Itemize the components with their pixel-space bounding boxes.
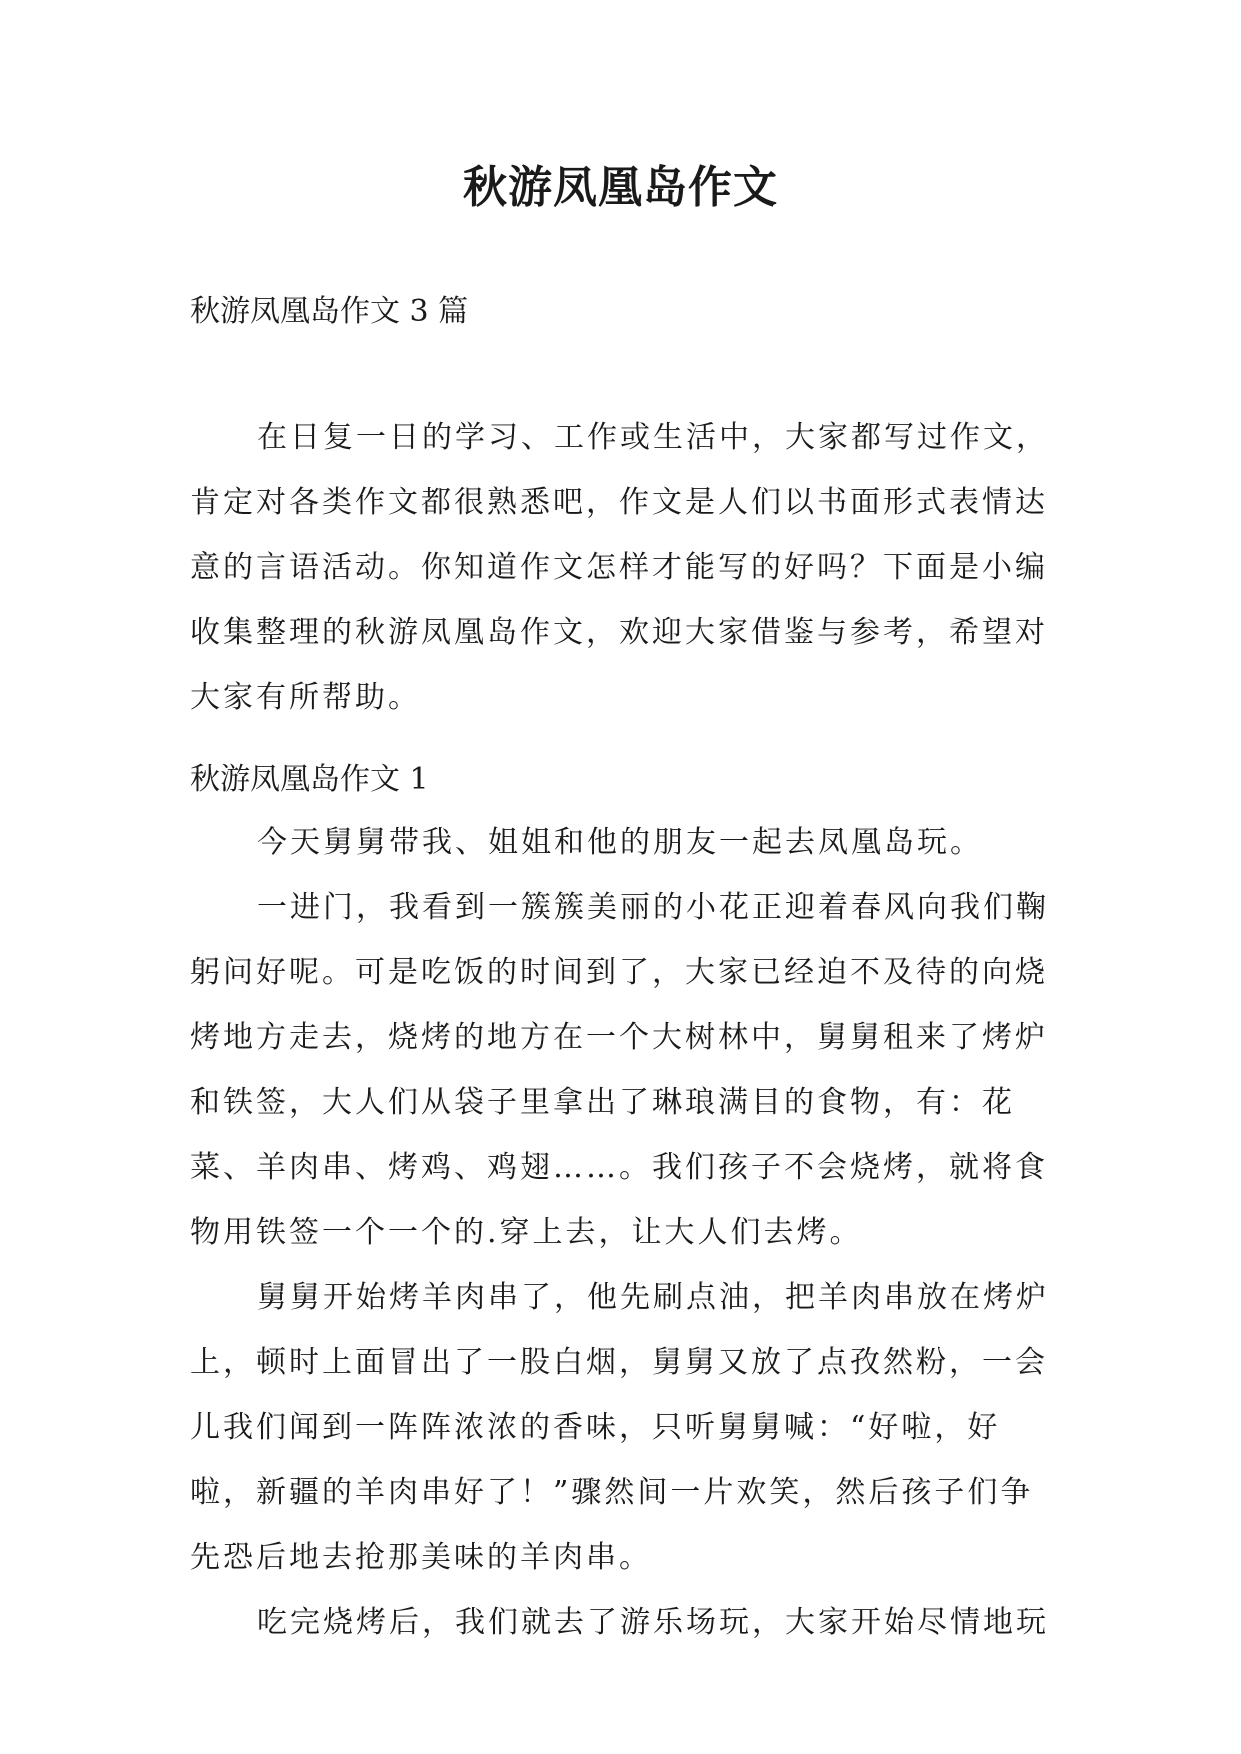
document-subtitle: 秋游凤凰岛作文 3 篇: [190, 294, 469, 329]
section-heading-1: 秋游凤凰岛作文 1: [190, 762, 429, 797]
intro-paragraph: 在日复一日的学习、工作或生活中，大家都写过作文，肯定对各类作文都很熟悉吧，作文是人们以书面形式表情达意的言语活动。你知道作文怎样才能写的好吗？下面是小编收集整理的秋游凤凰岛作文，欢迎大家借鉴与参考，希望对大家有所帮助。: [190, 420, 1049, 715]
essay-paragraph: 一进门，我看到一簇簇美丽的小花正迎着春风向我们鞠躬问好呢。可是吃饭的时间到了，大家已经迫不及待的向烧烤地方走去，烧烤的地方在一个大树林中，舅舅租来了烤炉和铁签，大人们从袋子里拿出了琳琅满目的食物，有：花菜、羊肉串、烤鸡、鸡翅……。我们孩子不会烧烤，就将食物用铁签一个一个的.穿上去，让大人们去烤。: [190, 890, 1049, 1250]
intro-block: [190, 405, 1060, 730]
document-title: 秋游凤凰岛作文: [463, 162, 778, 213]
essay-paragraph: 吃完烧烤后，我们就去了游乐场玩，大家开始尽情地玩: [257, 1605, 1049, 1640]
essay-paragraph: 舅舅开始烤羊肉串了，他先刷点油，把羊肉串放在烤炉上，顿时上面冒出了一股白烟，舅舅又放了点孜然粉，一会儿我们闻到一阵阵浓浓的香味，只听舅舅喊：“好啦，好啦，新疆的羊肉串好了！”骤然间一片欢笑，然后孩子们争先恐后地去抢那美味的羊肉串。: [190, 1280, 1049, 1575]
essay-1-body: [190, 810, 1060, 1655]
essay-paragraph: 今天舅舅带我、姐姐和他的朋友一起去凤凰岛玩。: [257, 825, 983, 860]
